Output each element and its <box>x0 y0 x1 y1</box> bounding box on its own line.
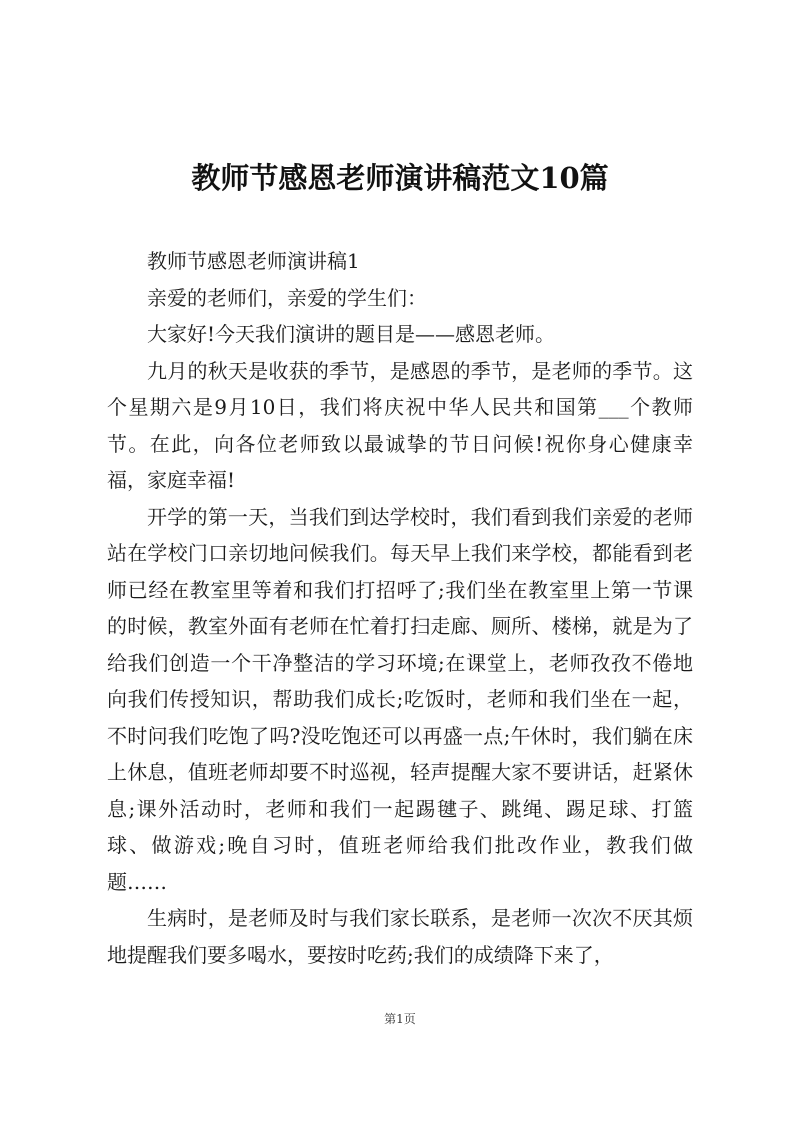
section-heading: 教师节感恩老师演讲稿1 <box>147 249 360 273</box>
document-body <box>107 243 693 973</box>
body-paragraph: 生病时，是老师及时与我们家长联系，是老师一次次不厌其烦地提醒我们要多喝水，要按时吃药;我们的成绩降下来了， <box>107 906 693 967</box>
body-paragraph: 九月的秋天是收获的季节，是感恩的季节，是老师的季节。这个星期六是9月10日，我们将庆祝中华人民共和国第___个教师节。在此，向各位老师致以最诚挚的节日问候!祝你身心健康幸福，家庭幸福! <box>107 358 693 492</box>
salutation-paragraph: 亲爱的老师们，亲爱的学生们： <box>147 285 427 310</box>
page-number: 第1页 <box>384 1012 416 1026</box>
body-paragraph: 开学的第一天，当我们到达学校时，我们看到我们亲爱的老师站在学校门口亲切地问候我们。每天早上我们来学校，都能看到老师已经在教室里等着和我们打招呼了;我们坐在教室里上第一节课的时候，教室外面有老师在忙着打扫走廊、厕所、楼梯，就是为了给我们创造一个干净整洁的学习环境;在课堂上，老师孜孜不倦地向我们传授知识，帮助我们成长;吃饭时，老师和我们坐在一起，不时问我们吃饱了吗?没吃饱还可以再盛一点;午休时，我们躺在床上休息，值班老师却要不时巡视，轻声提醒大家不要讲话，赶紧休息;课外活动时，老师和我们一起踢毽子、跳绳、踢足球、打篮球、做游戏;晚自习时，值班老师给我们批改作业，教我们做题…… <box>107 504 693 894</box>
greeting-paragraph: 大家好!今天我们演讲的题目是——感恩老师。 <box>147 322 556 346</box>
document-title: 教师节感恩老师演讲稿范文10篇 <box>191 161 609 195</box>
